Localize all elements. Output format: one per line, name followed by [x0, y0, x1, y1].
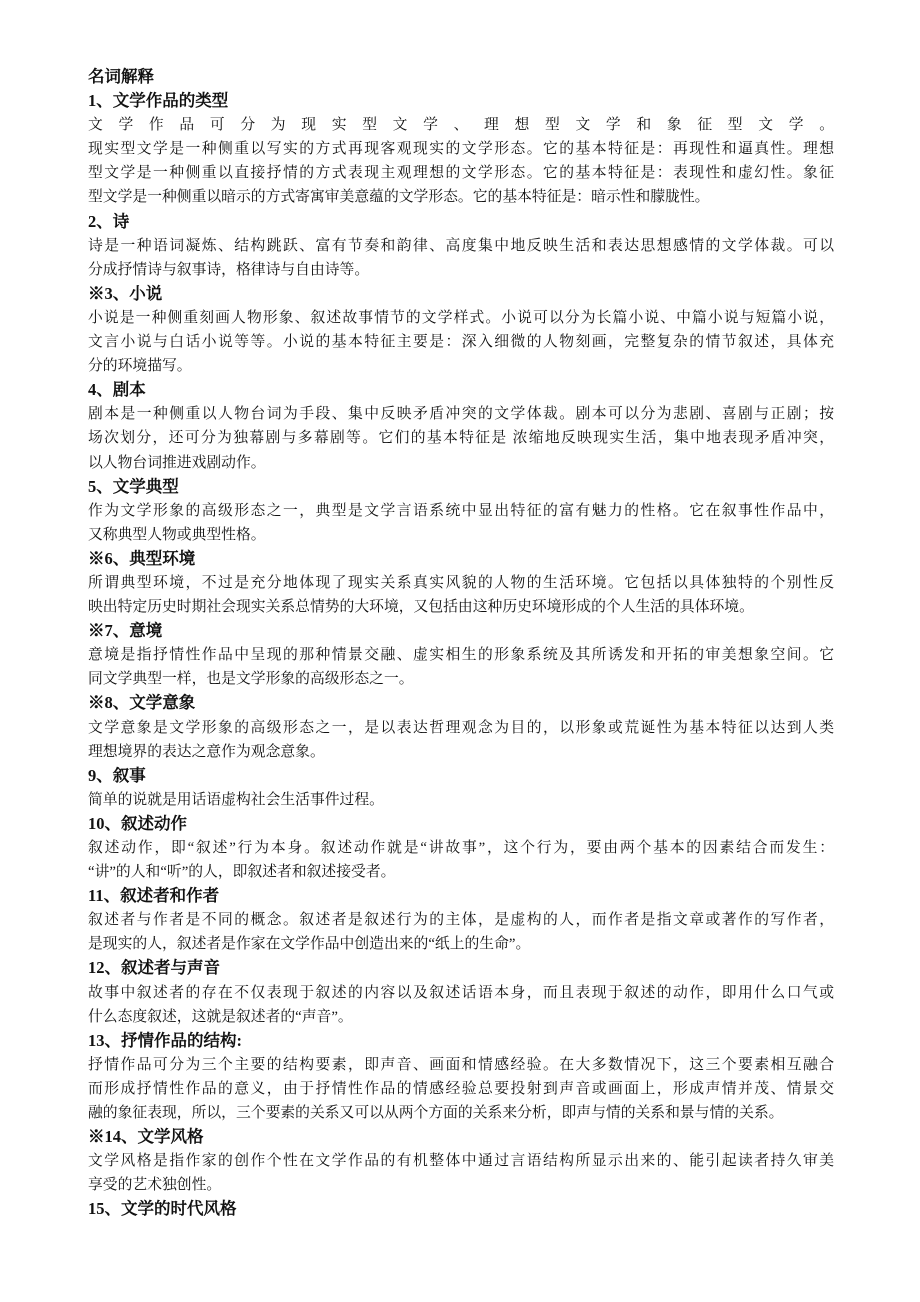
definition-line: 同文学典型一样，也是文学形象的高级形态之一。 — [88, 671, 414, 688]
term-section — [88, 547, 834, 619]
definition-line: 小说是一种侧重刻画人物形象、叙述故事情节的文学样式。小说可以分为长篇小说、中篇小说与短篇小说， — [88, 309, 834, 326]
definition-line: 场次划分，还可分为独幕剧与多幕剧等。它们的基本特征是 浓缩地反映现实生活，集中地表现矛盾冲突， — [88, 430, 834, 447]
definition-line: 意境是指抒情性作品中呈现的那种情景交融、虚实相生的形象系统及其所诱发和开拓的审美想象空间。它 — [88, 647, 834, 664]
definition-line: 叙述动作，即“叙述”行为本身。叙述动作就是“讲故事”，这个行为，要由两个基本的因素结合而发生： — [88, 840, 834, 856]
term-heading: ※14、文学风格 — [88, 1127, 204, 1147]
definition-line: 简单的说就是用话语虚构社会生活事件过程。 — [88, 791, 384, 808]
definition-line: 理想境界的表达之意作为观念意象。 — [88, 743, 325, 760]
term-heading: 13、抒情作品的结构: — [88, 1030, 242, 1050]
term-section — [88, 282, 834, 378]
term-heading: 2、诗 — [88, 211, 130, 231]
term-section — [88, 812, 834, 884]
definition-line: 分成抒情诗与叙事诗，格律诗与自由诗等。 — [88, 261, 370, 278]
definition-line: 文学意象是文学形象的高级形态之一，是以表达哲理观念为目的，以形象或荒诞性为基本特征以达到人类 — [88, 719, 834, 736]
definition-line: 文言小说与白话小说等等。小说的基本特征主要是：深入细微的人物刻画，完整复杂的情节叙述，具体充 — [88, 334, 834, 351]
definition-line: 融的象征表现，所以，三个要素的关系又可以从两个方面的关系来分析，即声与情的关系和景与情的关系。 — [88, 1105, 784, 1122]
definition-line: 文学作品可分为现实型文学、理想型文学和象征型文学。 — [88, 117, 834, 134]
definition-line: 抒情作品可分为三个主要的结构要素，即声音、画面和情感经验。在大多数情况下，这三个要素相互融合 — [88, 1056, 834, 1073]
document-page — [88, 65, 834, 1222]
definition-line: “讲”的人和“听”的人，即叙述者和叙述接受者。 — [88, 864, 396, 881]
term-section — [88, 89, 834, 209]
definition-line: 剧本是一种侧重以人物台词为手段、集中反映矛盾冲突的文学体裁。剧本可以分为悲剧、喜剧与正剧；按 — [88, 406, 834, 423]
term-section — [88, 956, 834, 1028]
term-section — [88, 1197, 834, 1221]
term-heading: ※7、意境 — [88, 621, 163, 641]
term-heading: 1、文学作品的类型 — [88, 91, 229, 111]
definition-line: 又称典型人物或典型性格。 — [88, 526, 266, 543]
term-section — [88, 691, 834, 763]
term-heading: ※3、小说 — [88, 283, 163, 303]
definition-line: 型文学是一种侧重以直接抒情的方式表现主观理想的文学形态。它的基本特征是：表现性和虚幻性。象征 — [88, 165, 834, 182]
term-heading: ※6、典型环境 — [88, 548, 196, 568]
document-title: 名词解释 — [88, 67, 154, 86]
definition-line: 以人物台词推进戏剧动作。 — [88, 454, 266, 471]
definition-line: 文学风格是指作家的创作个性在文学作品的有机整体中通过言语结构所显示出来的、能引起读者持久审美 — [88, 1153, 834, 1170]
definition-line: 而形成抒情性作品的意义，由于抒情性作品的情感经验总要投射到声音或画面上，形成声情并茂、情景交 — [88, 1080, 834, 1097]
definition-line: 诗是一种语词凝炼、结构跳跃、富有节奏和韵律、高度集中地反映生活和表达思想感情的文学体裁。可以 — [88, 237, 834, 254]
term-heading: 15、文学的时代风格 — [88, 1199, 237, 1219]
term-section — [88, 475, 834, 547]
term-section — [88, 619, 834, 691]
term-heading: ※8、文学意象 — [88, 693, 196, 713]
definition-line: 是现实的人，叙述者是作家在文学作品中创造出来的“纸上的生命”。 — [88, 936, 531, 953]
definition-line: 所谓典型环境，不过是充分地体现了现实关系真实风貌的人物的生活环境。它包括以具体独特的个别性反 — [88, 574, 834, 591]
term-list — [88, 89, 834, 1221]
definition-line: 型文学是一种侧重以暗示的方式寄寓审美意蕴的文学形态。它的基本特征是：暗示性和朦胧性。 — [88, 189, 710, 206]
definition-line: 现实型文学是一种侧重以写实的方式再现客观现实的文学形态。它的基本特征是：再现性和逼真性。理想 — [88, 141, 834, 158]
definition-line: 映出特定历史时期社会现实关系总情势的大环境，又包括由这种历史环境形成的个人生活的具体环境。 — [88, 599, 754, 616]
term-heading: 4、剧本 — [88, 380, 146, 400]
term-heading: 9、叙事 — [88, 765, 146, 785]
term-section — [88, 764, 834, 812]
term-section — [88, 378, 834, 474]
term-section — [88, 884, 834, 956]
term-heading: 5、文学典型 — [88, 476, 179, 496]
term-section — [88, 1029, 834, 1125]
term-heading: 12、叙述者与声音 — [88, 958, 220, 978]
definition-line: 故事中叙述者的存在不仅表现于叙述的内容以及叙述话语本身，而且表现于叙述的动作，即用什么口气或 — [88, 984, 834, 1001]
term-section — [88, 1125, 834, 1197]
term-section — [88, 210, 834, 282]
definition-line: 享受的艺术独创性。 — [88, 1177, 222, 1194]
term-heading: 10、叙述动作 — [88, 813, 187, 833]
definition-line: 什么态度叙述，这就是叙述者的“声音”。 — [88, 1008, 353, 1025]
definition-line: 分的环境描写。 — [88, 358, 192, 375]
definition-line: 作为文学形象的高级形态之一，典型是文学言语系统中显出特征的富有魅力的性格。它在叙事性作品中， — [88, 502, 834, 519]
term-heading: 11、叙述者和作者 — [88, 886, 220, 906]
definition-line: 叙述者与作者是不同的概念。叙述者是叙述行为的主体，是虚构的人，而作者是指文章或著作的写作者， — [88, 912, 834, 929]
